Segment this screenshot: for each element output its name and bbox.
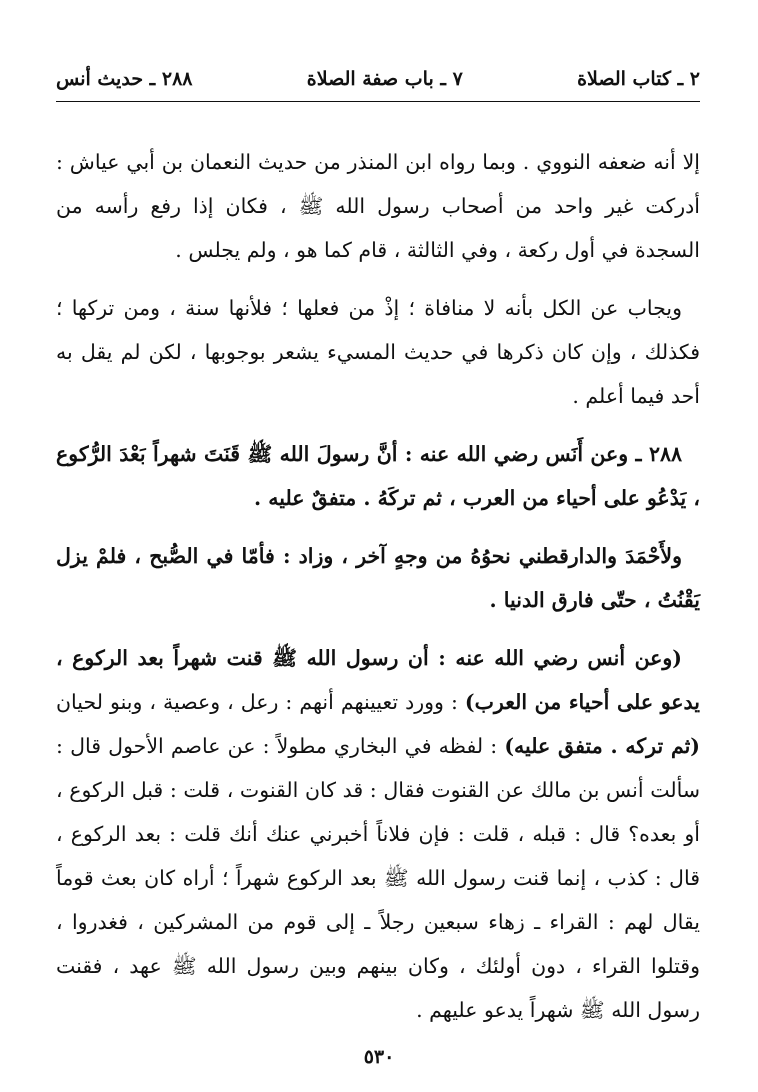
commentary-text-a: : وورد تعيينهم أنهم : رعل ، وعصية ، وبنو لحيان	[56, 690, 465, 714]
commentary-text-c: : لفظه في البخاري مطولاً : عن عاصم الأحول قال : سألت أنس بن مالك عن القنوت فقال : قد كان القنوت ، قلت : قبل الركوع ، أو بعده؟ قال : قبله ، قلت : فإن فلاناً أخبرني عنك أنك قلت : بعد الركوع ، قال : كذب ، إنما قنت رسول الله ﷺ بعد الركوع شهراً ؛ أراه كان بعث قوماً يقال لهم : القراء ـ زهاء سبعين رجلاً ـ إلى قوم من المشركين ، فغدروا ، وقتلوا القراء ، دون أولئك ، وكان بينهم وبين رسول الله ﷺ عهد ، فقنت رسول الله ﷺ شهراً يدعو عليهم .	[56, 734, 700, 1022]
commentary-quote-open: (وعن أنس رضي الله عنه : أن رسول الله ﷺ قنت شهراً بعد الركوع ، يدعو على أحياء من العرب)	[56, 646, 700, 714]
header-divider	[56, 101, 700, 102]
page-number: ٥٣٠	[363, 1046, 395, 1068]
paragraph-ahmad-addition: ولأَحْمَدَ والدارقطني نحوُهُ من وجهٍ آخر ، وزاد : فأمّا في الصُّبح ، فلمْ يزل يَقْنُتُ ، حتّى فارق الدنيا .	[56, 544, 700, 612]
paragraph-hadith-288: ٢٨٨ ـ وعن أَنَس رضي الله عنه : أنَّ رسولَ الله ﷺ قَنَتَ شهراً بَعْدَ الرُّكوع ، يَدْعُو على أحياء من العرب ، ثم تركَهُ . متفقٌ عليه .	[56, 442, 700, 510]
header-chapter-title: ٧ ـ باب صفة الصلاة	[306, 68, 463, 90]
paragraph-nawawi: إلا أنه ضعفه النووي . وبما رواه ابن المنذر من حديث النعمان بن أبي عياش : أدركت غير واحد من أصحاب رسول الله ﷺ ، فكان إذا رفع رأسه من السجدة في أول ركعة ، وفي الثالثة ، قام كما هو ، ولم يجلس .	[56, 150, 700, 262]
paragraph-commentary	[56, 636, 700, 1032]
header-hadith-title: ٢٨٨ ـ حديث أنس	[56, 68, 193, 90]
paragraph-answer: ويجاب عن الكل بأنه لا منافاة ؛ إذْ من فعلها ؛ فلأنها سنة ، ومن تركها ؛ فكذلك ، وإن كان ذكرها في حديث المسيء يشعر بوجوبها ، لكن لم يقل به أحد فيما أعلم .	[56, 296, 700, 408]
main-text	[56, 140, 700, 1046]
header-book-title: ٢ ـ كتاب الصلاة	[577, 68, 700, 90]
running-header	[56, 62, 700, 96]
commentary-quote-end: (ثم تركه . متفق عليه)	[504, 734, 700, 758]
